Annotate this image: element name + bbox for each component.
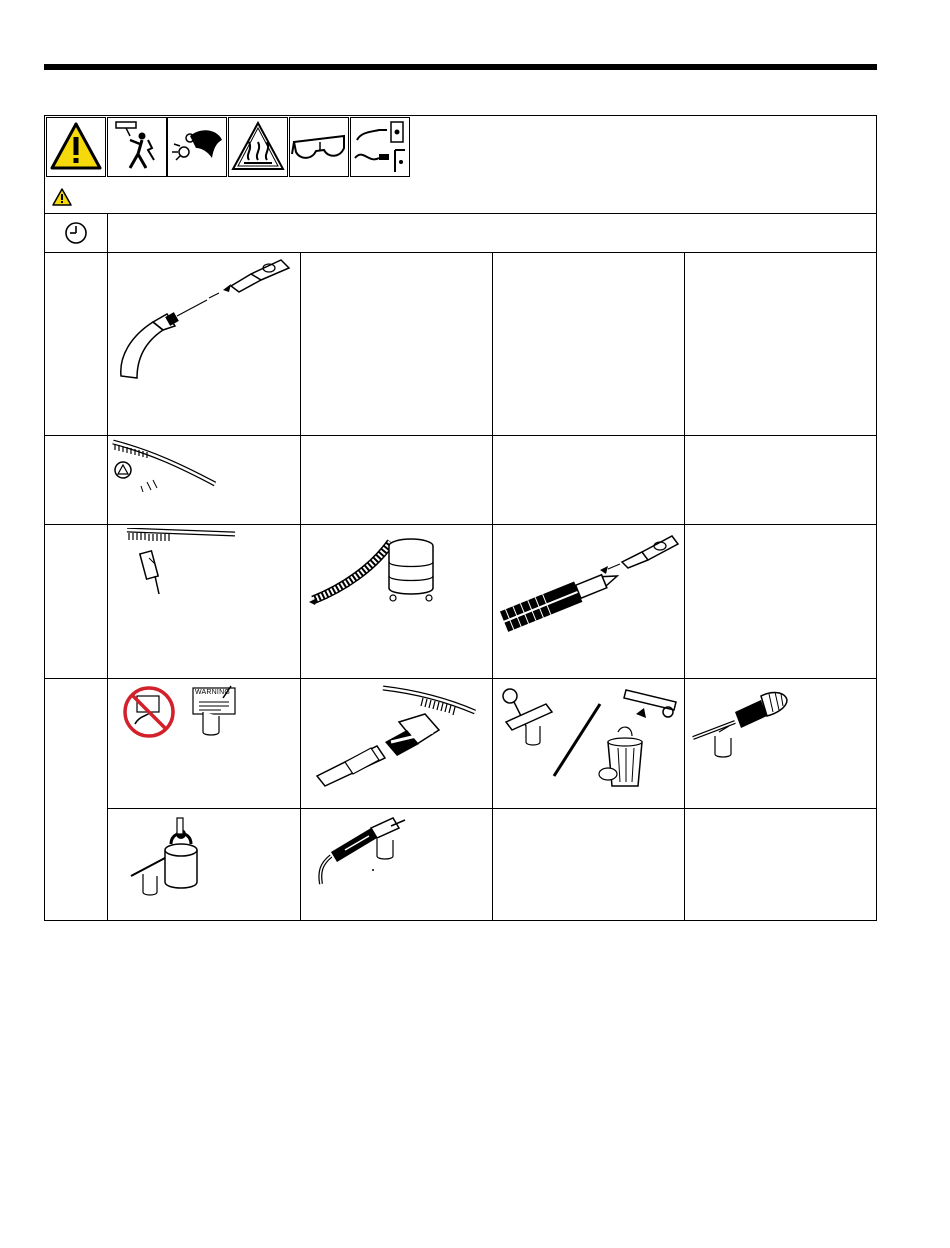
disconnect-power-icon: [350, 117, 410, 177]
wire-brush-illustration: [111, 438, 221, 502]
row-divider: [45, 524, 876, 525]
divider: [45, 252, 876, 253]
row-divider: [107, 808, 876, 809]
interval-row: [45, 214, 876, 252]
electric-shock-icon: [107, 117, 167, 177]
column-divider: [684, 252, 685, 921]
warning-icon: [46, 117, 106, 177]
header-rule: [44, 64, 877, 70]
clock-icon: [64, 221, 88, 245]
drive-roll-illustration: [689, 682, 809, 772]
column-divider: [300, 252, 301, 921]
replace-parts-illustration: [496, 682, 682, 802]
liner-cleaning-illustration: [496, 528, 682, 640]
small-warning-icon: [52, 188, 72, 206]
flying-metal-icon: [167, 117, 227, 177]
brush-and-canister-illustration: [111, 528, 241, 598]
column-divider: [107, 213, 108, 921]
row-divider: [45, 678, 876, 679]
hot-surface-icon: [228, 117, 288, 177]
warning-tag-label: WARNING: [195, 689, 230, 696]
contact-tip-illustration: [111, 256, 297, 384]
safety-glasses-icon: [289, 117, 349, 177]
wire-brush-gun-illustration: [307, 682, 491, 790]
row-divider: [45, 435, 876, 436]
vacuum-cleaner-illustration: [303, 528, 453, 608]
gun-cable-illustration: [315, 812, 425, 892]
column-divider: [492, 252, 493, 921]
oil-can-illustration: [125, 812, 235, 902]
safety-symbol-strip: [45, 116, 876, 213]
maintenance-table: [44, 115, 877, 921]
prohibited-label-illustration: [121, 682, 251, 742]
